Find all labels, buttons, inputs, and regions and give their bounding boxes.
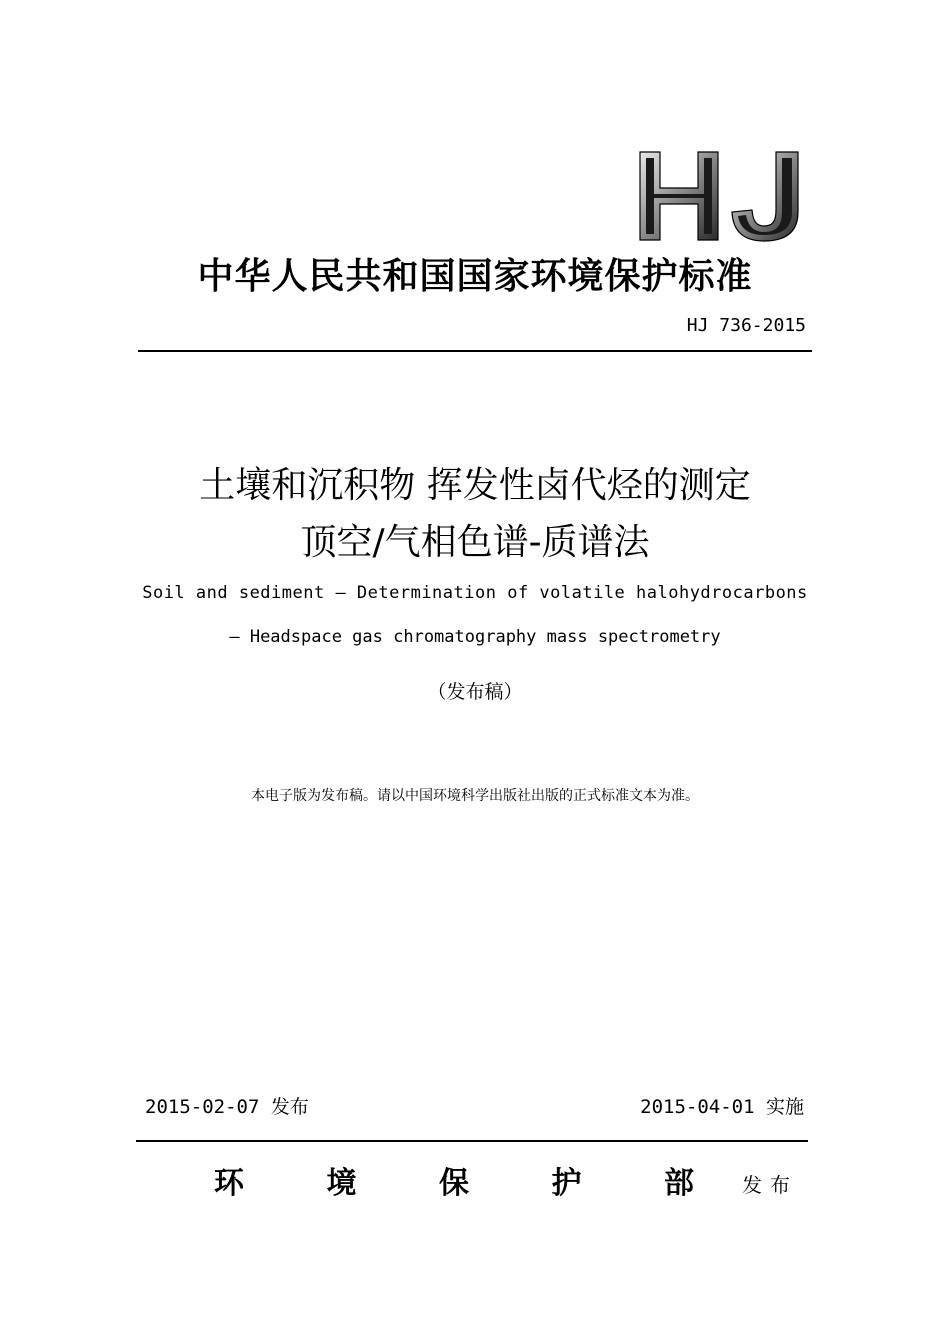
effective-date-block <box>640 1094 804 1120</box>
footer-divider <box>136 1140 808 1142</box>
release-draft-note: （发布稿） <box>427 681 523 703</box>
disclaimer-text: 本电子版为发布稿。请以中国环境科学出版社出版的正式标准文本为准。 <box>251 788 699 804</box>
document-title-cn-line1: 土壤和沉积物 挥发性卤代烃的测定 <box>199 465 751 506</box>
publisher-char: 护 <box>551 1166 582 1201</box>
publisher-suffix: 发布 <box>742 1173 798 1197</box>
letter-h-glyph <box>640 152 718 240</box>
effective-date: 2015-04-01 <box>640 1096 755 1118</box>
hj-logo <box>636 150 806 242</box>
header-divider <box>138 350 812 352</box>
standard-number: HJ 736-2015 <box>686 315 806 336</box>
document-title-en-line2: — Headspace gas chromatography mass spectrometry <box>229 627 721 647</box>
issue-date-block <box>145 1094 309 1120</box>
letter-j-glyph <box>732 152 798 241</box>
issue-label: 发布 <box>270 1096 309 1118</box>
publisher-char: 保 <box>439 1166 469 1201</box>
publisher-char: 境 <box>326 1166 357 1201</box>
effective-label: 实施 <box>765 1096 804 1118</box>
publisher-name <box>214 1164 694 1204</box>
publisher-char: 部 <box>664 1166 694 1201</box>
document-title-en-line1: Soil and sediment — Determination of volatile halohydrocarbons <box>142 583 808 603</box>
document-title-cn-line2: 顶空/气相色谱-质谱法 <box>300 522 650 563</box>
standard-type-title: 中华人民共和国国家环境保护标准 <box>197 256 753 297</box>
publisher-char: 环 <box>214 1166 244 1201</box>
issue-date: 2015-02-07 <box>145 1096 260 1118</box>
